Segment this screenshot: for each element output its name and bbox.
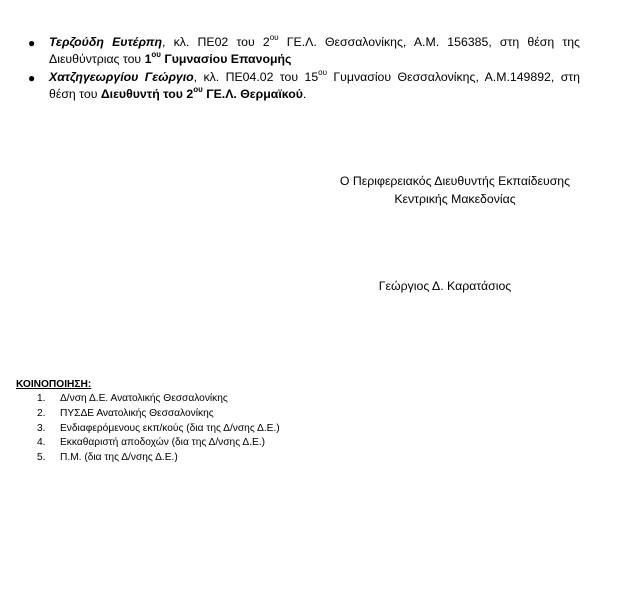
cc-item-text: Π.Μ. (δια της Δ/νσης Δ.Ε.) — [60, 452, 178, 464]
signature-title — [290, 172, 618, 208]
ordinal-suffix: ου — [318, 67, 327, 77]
appointment-text: , κλ. ΠΕ02 του 2 — [161, 35, 270, 49]
signature-title-line: Κεντρικής Μακεδονίας — [394, 192, 516, 206]
appointment-item — [28, 69, 580, 103]
appointment-item — [28, 34, 580, 68]
ordinal-suffix: ου — [269, 32, 279, 42]
cc-item-number: 1. — [37, 393, 46, 404]
school-name: Γυμνασίου Επανομής — [160, 52, 292, 66]
cc-item-text: Ενδιαφερόμενους εκπ/κούς (δια της Δ/νσης Δ.Ε.) — [60, 422, 280, 434]
signature-title-line: Ο Περιφερειακός Διευθυντής Εκπαίδευσης — [339, 174, 571, 188]
school-name: 1 — [144, 52, 152, 66]
cc-item-number: 4. — [37, 437, 46, 449]
cc-item-text: ΠΥΣΔΕ Ανατολικής Θεσσαλονίκης — [60, 407, 214, 419]
appointee-name: Χατζηγεωργίου Γεώργιο — [49, 70, 194, 84]
appointment-text: , κλ. ΠΕ04.02 του 15 — [193, 70, 319, 84]
appointment-text: Γυμνασίου Θεσσαλονίκης, Α.Μ.149892, στη θέση του — [49, 70, 580, 101]
appointments-list — [28, 34, 580, 104]
appointment-text: . — [302, 87, 307, 101]
appointment-text: ΓΕ.Λ. Θεσσαλονίκης, Α.Μ. 156385, στη θέση της Διευθύντριας του — [49, 35, 580, 66]
cc-item-text: Δ/νση Δ.Ε. Ανατολικής Θεσσαλονίκης — [60, 393, 228, 404]
cc-item-number: 2. — [37, 407, 46, 419]
ordinal-suffix: ου — [193, 84, 203, 94]
cc-item-number: 5. — [37, 452, 46, 464]
signatory-name: Γεώργιος Δ. Καρατάσιος — [378, 279, 512, 293]
school-name: Διευθυντή του 2 — [100, 87, 194, 101]
cc-list-item — [16, 451, 280, 466]
ordinal-suffix: ου — [151, 49, 161, 59]
cc-list-item — [16, 436, 280, 451]
cc-list-item — [16, 422, 280, 437]
cc-heading: ΚΟΙΝΟΠΟΙΗΣΗ: — [16, 379, 92, 390]
cc-list-item — [16, 407, 280, 422]
cc-list — [16, 392, 280, 466]
bullet-icon: ● — [28, 36, 36, 50]
appointee-name: Τερζούδη Ευτέρπη — [49, 35, 162, 49]
school-name: ΓΕ.Λ. Θερμαϊκού — [202, 87, 303, 101]
cc-item-text: Εκκαθαριστή αποδοχών (δια της Δ/νσης Δ.Ε.) — [60, 437, 266, 449]
bullet-icon: ● — [28, 71, 36, 85]
cc-list-item — [16, 392, 280, 407]
cc-item-number: 3. — [37, 422, 46, 434]
